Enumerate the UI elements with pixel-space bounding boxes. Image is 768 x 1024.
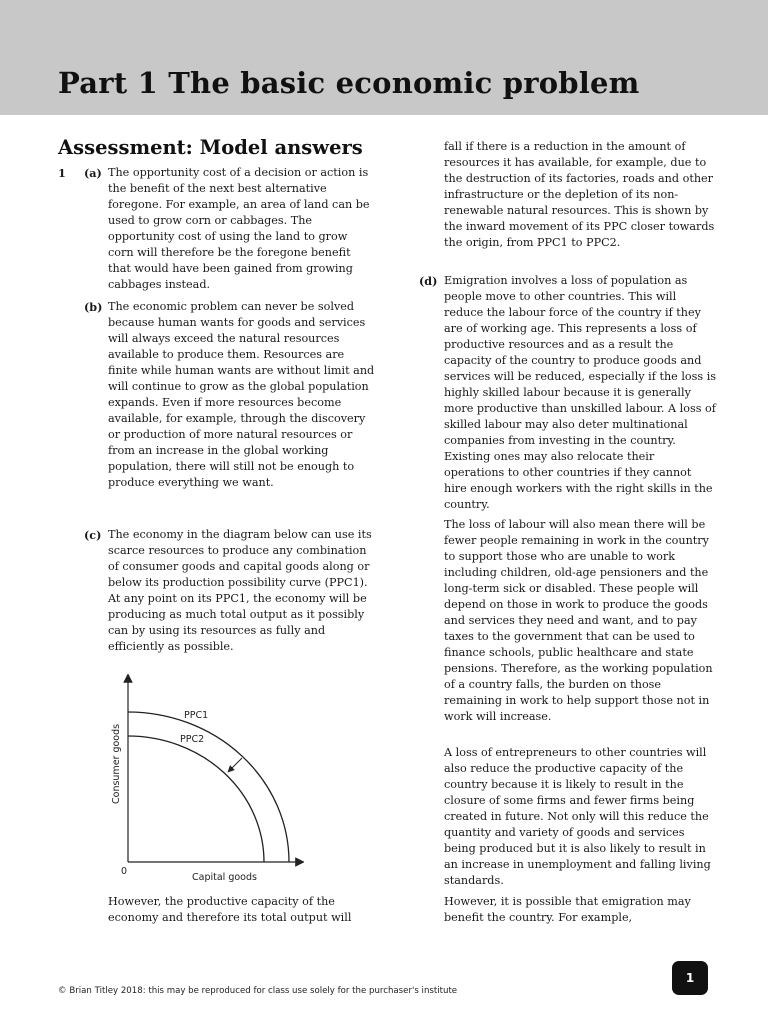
page-number-badge: 1	[672, 961, 708, 995]
part-c-text-after: However, the productive capacity of the economy and therefore its total output will	[108, 895, 352, 924]
origin-label: 0	[121, 866, 128, 877]
part-b-label: (b)	[84, 300, 103, 314]
part-d-text: Emigration involves a loss of population as people move to other countries. This will reduce the labour force of the country if they are of working age. This represents a loss of productive resources and as a result the capacity of the country to produce goods and services will be reduced, especially if the loss is highly skilled labour because it is generally more productive than unskilled labour. A loss of skilled labour may also deter multinational companies from investing in the country. Existing ones may also relocate their operations to other countries if they cannot hire enough workers with the right skills in the country.	[444, 274, 717, 511]
y-axis-label: Consumer goods	[111, 723, 122, 804]
copyright-footer: © Brian Titley 2018: this may be reproduced for class use solely for the purchaser's institute	[58, 986, 458, 996]
part-c-text: The economy in the diagram below can use its scarce resources to produce any combination of consumer goods and capital goods along or below its production possibility curve (PPC1). At any point on its PPC1, the economy will be producing as much total output as it possibly can by using its resources as fully and efficiently as possible.	[108, 528, 372, 653]
ppc2-label: PPC2	[180, 734, 205, 745]
ppc2-curve	[128, 736, 264, 862]
part-a-label: (a)	[84, 166, 102, 180]
section-title: Assessment: Model answers	[58, 136, 363, 159]
part-d-paragraph-4: However, it is possible that emigration may benefit the country. For example,	[444, 895, 691, 924]
part-d-paragraph-2: The loss of labour will also mean there will be fewer people remaining in work in the country to support those who are unable to work including children, old-age pensioners and the long-term sick or disabled. These people will depend on those in work to produce the goods and services they need and want, and to pay taxes to the government that can be used to finance schools, public healthcare and state pensions. Therefore, as the working population of a country falls, the burden on those remaining in work to help support those not in work will increase.	[444, 518, 713, 723]
part-a-text: The opportunity cost of a decision or action is the benefit of the next best alternative foregone. For example, an area of land can be used to grow corn or cabbages. The opportunity cost of using the land to grow corn will therefore be the foregone benefit that would have been gained from growing cabbages instead.	[108, 166, 370, 291]
part-b-text: The economic problem can never be solved because human wants for goods and services will always exceed the natural resources available to produce them. Resources are finite while human wants are without limit and will continue to grow as the global population expands. Even if more resources become available, for example, through the discovery or production of more natural resources or from an increase in the global working population, there will still not be enough to produce everything we want.	[108, 300, 375, 489]
part-d-paragraph-3: A loss of entrepreneurs to other countries will also reduce the productive capacity of the country because it is likely to result in the closure of some firms and fewer firms being created in future. Not only will this reduce the quantity and variety of goods and services being produced but it is also likely to result in an increase in unemployment and falling living standards.	[444, 746, 711, 887]
part-c-text-continued: fall if there is a reduction in the amount of resources it has available, for example, due to the destruction of its factories, roads and other infrastructure or the depletion of its non-renewable natural resources. This is shown by the inward movement of its PPC closer towards the origin, from PPC1 to PPC2.	[444, 140, 715, 249]
shift-arrow	[230, 758, 242, 770]
part-c-label: (c)	[84, 528, 102, 542]
ppc-diagram	[104, 674, 304, 884]
ppc1-label: PPC1	[184, 710, 209, 721]
ppc1-curve	[128, 712, 289, 862]
part-d-label: (d)	[419, 274, 438, 288]
page-title: Part 1 The basic economic problem	[58, 66, 640, 100]
question-number: 1	[58, 166, 66, 180]
x-axis-label: Capital goods	[192, 872, 257, 883]
